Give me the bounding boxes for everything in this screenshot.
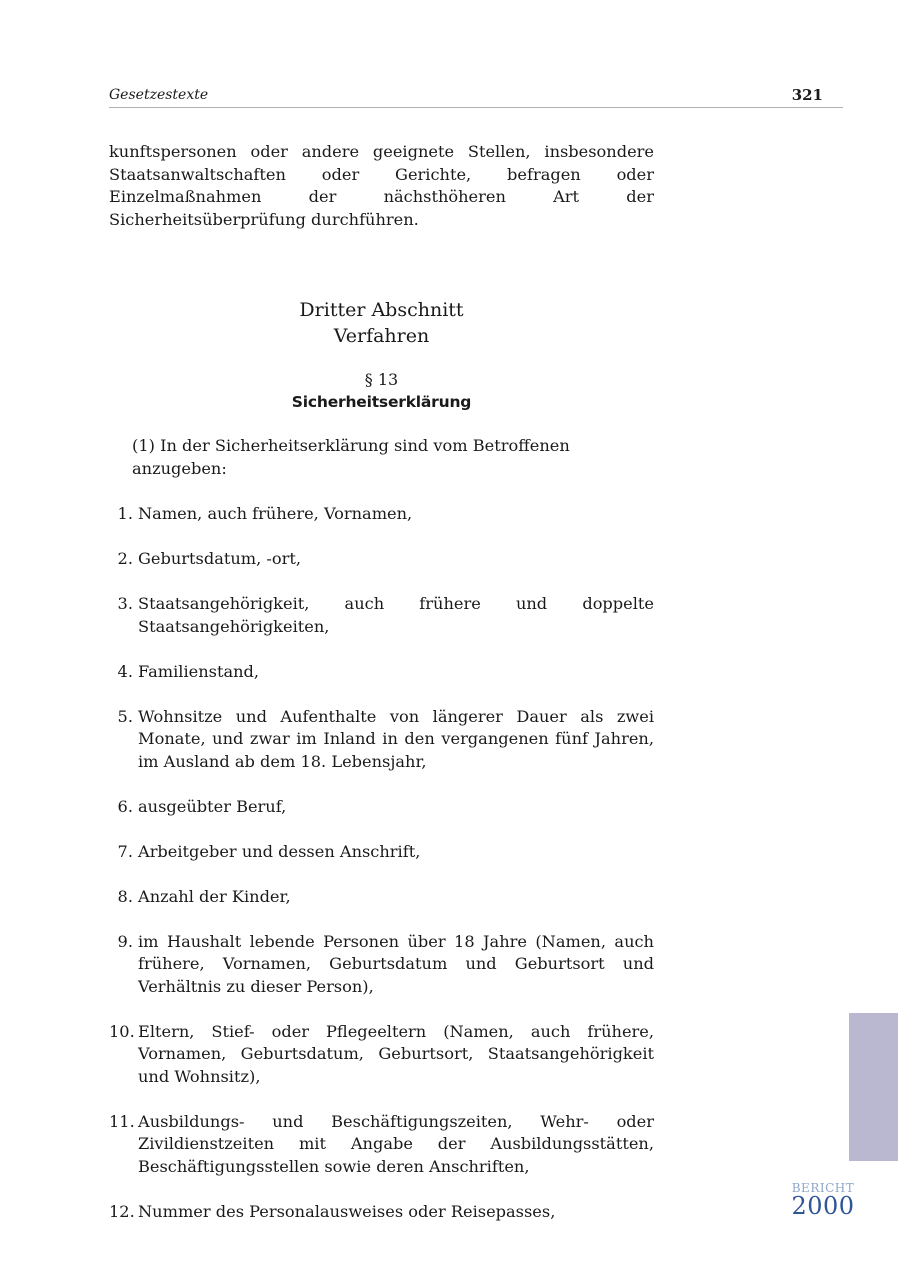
chapter-heading [109,297,654,349]
list-item [109,1111,654,1179]
list-item-text: Eltern, Stief- oder Pflegeeltern (Namen, auch frühere, Vornamen, Geburtsdatum, Geburtsort, Staatsangehörigkeit und Wohnsitz), [138,1021,654,1086]
list-item [109,796,654,819]
list-item-number: 8. [117,886,133,906]
running-head-section: Gesetzestexte [109,87,209,103]
list-item-text: Staatsangehörigkeit, auch frühere und doppelte Staatsangehörigkeiten, [138,594,654,636]
chapter-subtitle: Verfahren [333,325,430,347]
list-item-text: Familienstand, [138,661,260,681]
list-item-number: 12. [109,1201,135,1221]
list-item-text: Ausbildungs- und Beschäftigungszeiten, Wehr- oder Zivildienstzeiten mit Angabe der Ausbildungsstätten, Beschäftigungsstellen sowie deren Anschriften, [138,1111,654,1176]
list-item-number: 9. [117,931,133,951]
intro-paragraph: kunftspersonen oder andere geeignete Stellen, insbesondere Staatsanwaltschaften oder Gerichte, befragen oder Einzelmaßnahmen der nächsthöheren Art der Sicherheitsüberprüfung durchführen. [109,142,654,229]
list-item-text: ausgeübter Beruf, [138,796,287,816]
page-number: 321 [791,86,823,104]
list-item-number: 1. [117,504,133,523]
page-body [109,141,654,1246]
list-item-number: 3. [117,594,133,613]
list-item [109,1201,654,1224]
list-item-number: 4. [117,661,133,681]
paragraph-lead: (1) In der Sicherheitserklärung sind vom Betroffenen anzugeben: [132,436,570,478]
list-item-text: Nummer des Personalausweises oder Reisepasses, [138,1201,556,1221]
logo-word: BERICHT [791,1181,855,1195]
list-item-text: Arbeitgeber und dessen Anschrift, [138,841,421,861]
list-item [109,886,654,909]
list-item-text: Anzahl der Kinder, [138,886,291,906]
list-item-number: 11. [109,1111,135,1131]
list-item-text: Wohnsitze und Aufenthalte von längerer Dauer als zwei Monate, und zwar im Inland in den vergangenen fünf Jahren, im Ausland ab dem 18. Lebensjahr, [138,706,654,771]
list-item [109,503,654,526]
chapter-side-tab [849,1013,898,1161]
list-item-number: 10. [109,1021,135,1041]
list-item [109,706,654,774]
list-item-number: 6. [117,796,133,816]
requirements-list [109,503,654,1223]
list-item [109,1021,654,1089]
list-item [109,841,654,864]
logo-year: 2000 [791,1192,855,1220]
paragraph-title: Sicherheitserklärung [291,393,472,411]
running-head [109,86,843,108]
paragraph-number: § 13 [364,370,399,389]
list-item-number: 7. [117,841,133,861]
list-item [109,661,654,684]
list-item-number: 5. [117,706,133,726]
list-item [109,593,654,638]
chapter-title: Dritter Abschnitt [299,299,464,321]
bericht-2000-logo [788,1181,858,1220]
list-item-text: Geburtsdatum, -ort, [138,549,302,568]
list-item-text: Namen, auch frühere, Vornamen, [138,504,413,523]
list-item [109,548,654,571]
list-item-text: im Haushalt lebende Personen über 18 Jahre (Namen, auch frühere, Vornamen, Geburtsdatum und Geburtsort und Verhältnis zu dieser Person), [138,931,654,996]
list-item [109,931,654,999]
list-item-number: 2. [117,549,133,568]
